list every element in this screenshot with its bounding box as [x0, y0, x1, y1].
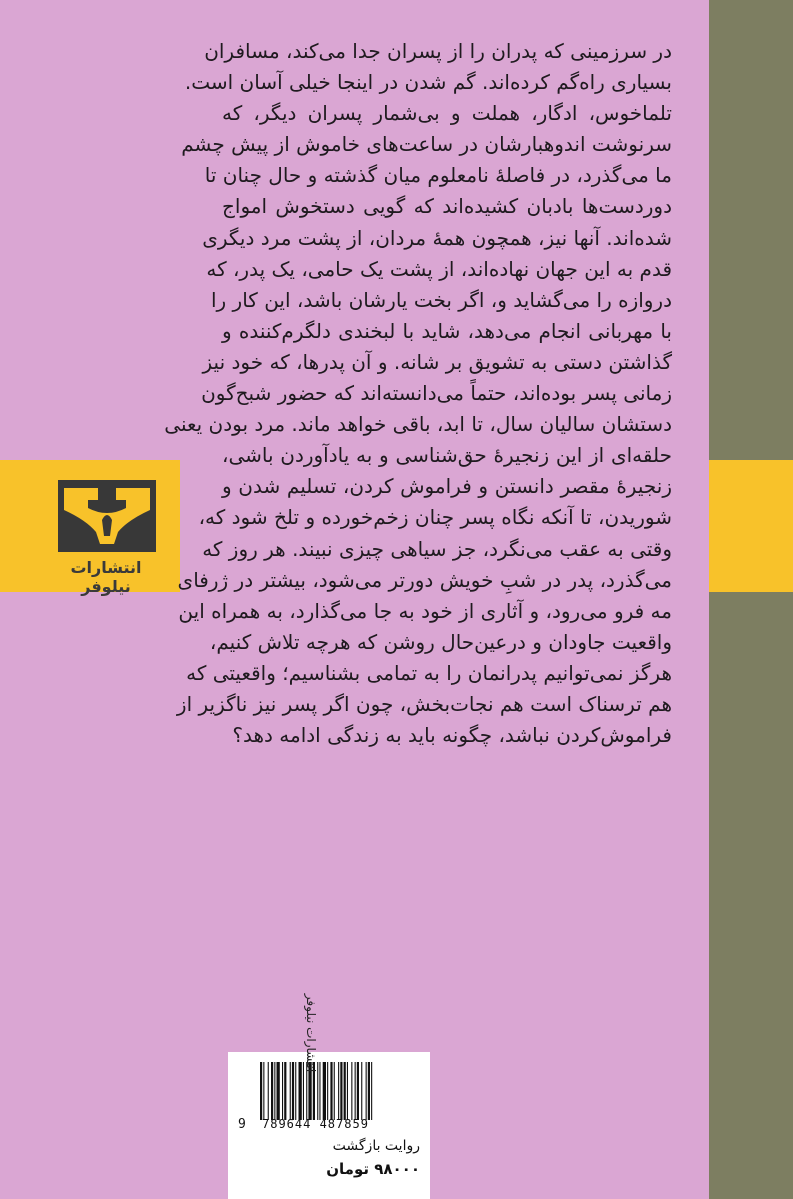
- blurb-line: تلماخوس، ادگار، هملت و بی‌شمار پسران دیگر، که: [222, 101, 672, 126]
- blurb-line: سرنوشت اندوهبارشان در ساعت‌های خاموش از پیش چشم: [181, 132, 672, 157]
- barcode-bar: [357, 1062, 359, 1120]
- blurb-line: بسیاری راه‌گم کرده‌اند. گم شدن در اینجا خیلی آسان است.: [184, 70, 672, 95]
- niloofar-logo-icon: [58, 480, 156, 552]
- isbn-leading-digit: 9: [238, 1117, 246, 1132]
- blurb-line: هرگز نمی‌توانیم پدرانمان را به تمامی بشناسیم؛ واقعیتی که: [186, 660, 672, 685]
- blurb-line: گذاشتن دستی به تشویق بر شانه. و آن پدرها، که خود نیز: [202, 349, 672, 374]
- barcode-bar: [284, 1062, 286, 1120]
- back-cover-blurb: [164, 36, 672, 751]
- blurb-line: زمانی پسر بوده‌اند، حتماً می‌دانسته‌اند که حضور شبح‌گون: [201, 381, 672, 406]
- barcode-bar: [368, 1062, 370, 1120]
- blurb-line: می‌گذرد، پدر در شبِ خویش دورتر می‌شود، بیشتر در ژرفای: [177, 567, 672, 592]
- blurb-line: شده‌اند. آنها نیز، همچون همهٔ مردان، از پشت مرد دیگری: [202, 225, 672, 250]
- price-label: ۹۸۰۰۰ تومان: [326, 1160, 420, 1178]
- barcode-bar: [268, 1062, 269, 1120]
- blurb-line: دروازه را می‌گشاید و، اگر بخت یارشان باشد، این کار را: [210, 287, 672, 312]
- blurb-line: واقعیت جاودان و درعین‌حال روشن که هرچه تلاش کنیم،: [209, 629, 672, 654]
- blurb-line: زنجیرهٔ مقصر دانستن و فراموش کردن، تسلیم شدن و: [222, 474, 672, 499]
- barcode-bar: [277, 1062, 280, 1120]
- barcode-bar: [338, 1062, 339, 1120]
- barcode-bar: [271, 1062, 273, 1120]
- barcode-bar: [340, 1062, 342, 1120]
- barcode-bar: [334, 1062, 335, 1120]
- barcode-bar: [347, 1062, 348, 1120]
- blurb-line: مه فرو می‌رود، و آثاری از خود به جا می‌گذارد، به همراه این: [178, 598, 672, 623]
- barcode-bar: [366, 1062, 367, 1120]
- barcode-bar: [330, 1062, 332, 1120]
- isbn-digits: 789644 487859: [262, 1117, 369, 1131]
- blurb-line: شوریدن، تا آنکه نگاه پسر چنان زخم‌خورده و تلخ شود که،: [198, 505, 672, 530]
- book-title-label: روایت بازگشت: [332, 1138, 420, 1154]
- barcode-bar: [263, 1062, 264, 1120]
- barcode-bar: [260, 1062, 262, 1120]
- blurb-line: حلقه‌ای از این زنجیرهٔ حق‌شناسی و به یادآوردن باشی،: [222, 443, 672, 468]
- barcode-side-label: انتشارات نیلوفر: [304, 993, 318, 1073]
- publisher-name: انتشارات نیلوفر: [70, 558, 142, 596]
- blurb-line: هم ترسناک است هم نجات‌بخش، چون اگر پسر نیز ناگزیر از: [176, 691, 672, 716]
- barcode-bar: [351, 1062, 352, 1120]
- blurb-line: با مهربانی انجام می‌دهد، شاید با لبخندی دلگرم‌کننده و: [222, 318, 672, 343]
- barcode-bar: [323, 1062, 326, 1120]
- barcode-bar: [274, 1062, 275, 1120]
- barcode-bar: [371, 1062, 372, 1120]
- blurb-line: ما می‌گذرد، در فاصلهٔ نامعلوم میان گذشته و حال چنان تا: [204, 163, 672, 188]
- blurb-line: فراموش‌کردن نباشد، چگونه باید به زندگی ادامه دهد؟: [232, 723, 672, 748]
- barcode-bar: [327, 1062, 328, 1120]
- barcode-icon: [240, 1062, 422, 1120]
- barcode-bar: [282, 1062, 283, 1120]
- blurb-line: دوردست‌ها بادبان کشیده‌اند که گویی دستخوش امواج: [222, 194, 672, 219]
- publisher-logo-block: [0, 460, 180, 596]
- barcode-bar: [319, 1062, 320, 1120]
- blurb-line: وقتی به عقب می‌نگرد، جز سیاهی چیزی نبیند. هر روز که: [202, 536, 672, 561]
- barcode-bar: [361, 1062, 362, 1120]
- book-spine: [709, 0, 793, 1199]
- blurb-line: قدم به این جهان نهاده‌اند، از پشت یک حامی، یک پدر، که: [206, 256, 672, 281]
- blurb-line: در سرزمینی که پدران را از پسران جدا می‌کند، مسافران: [204, 39, 672, 63]
- blurb-line: دستشان سالیان سال، تا ابد، باقی خواهد ماند. مرد بودن یعنی: [164, 412, 672, 437]
- barcode-bar: [344, 1062, 346, 1120]
- barcode-bar: [355, 1062, 356, 1120]
- spine-yellow-band: [709, 460, 793, 592]
